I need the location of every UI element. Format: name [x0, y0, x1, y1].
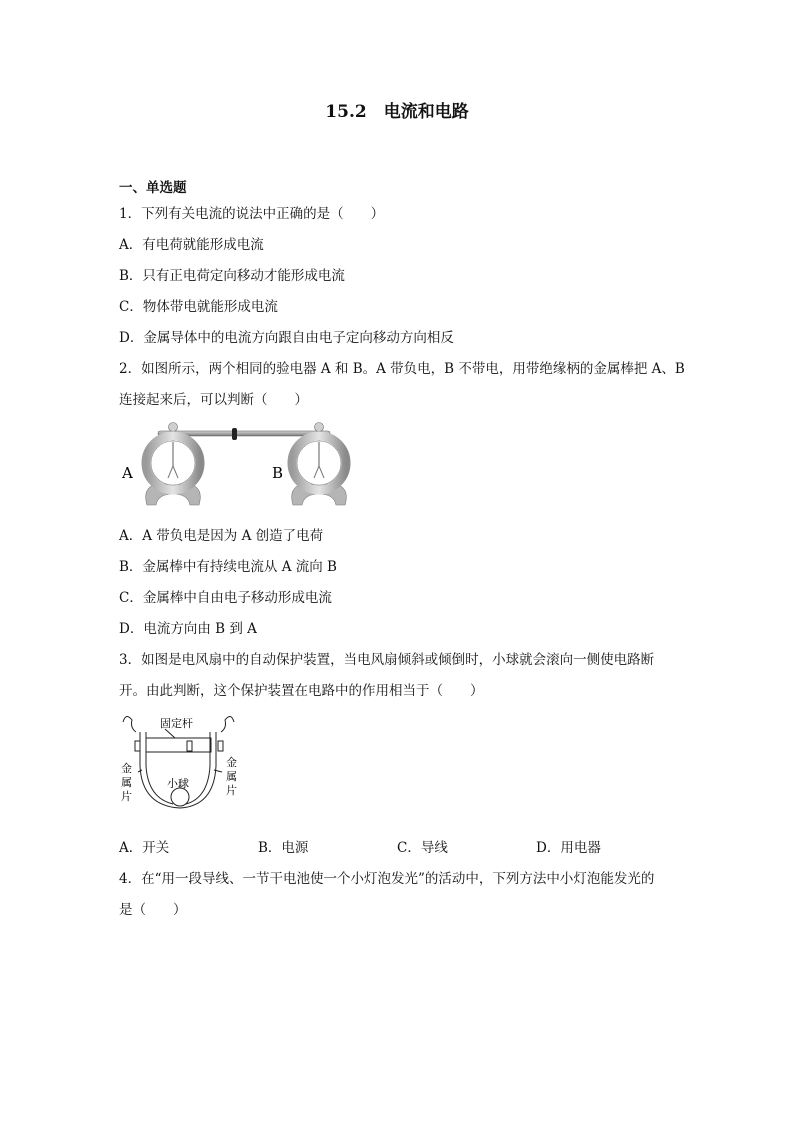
- fixed-rod: [146, 738, 211, 752]
- protection-device-figure: [118, 710, 248, 822]
- q2-stem-line2: 连接起来后，可以判断（ ）: [119, 392, 308, 408]
- page-title: 15.2 电流和电路: [325, 102, 469, 122]
- ball-label: 小球: [167, 777, 189, 790]
- right-strip-label-3: 片: [226, 784, 237, 797]
- label-a: A: [122, 464, 133, 482]
- metal-strip-inner: [146, 732, 173, 804]
- q1-option-d: D．金属导体中的电流方向跟自由电子定向移动方向相反: [119, 330, 454, 346]
- left-strip-label-2: 属: [121, 776, 132, 789]
- right-wire: [221, 716, 234, 732]
- q1-stem: 1．下列有关电流的说法中正确的是（ ）: [119, 206, 385, 222]
- q3-option-a: A．开关: [119, 840, 170, 856]
- ball: [171, 788, 189, 806]
- q2-option-b: B．金属棒中有持续电流从 A 流向 B: [119, 559, 337, 575]
- left-strip-label-1: 金: [121, 762, 132, 775]
- insulated-handle: [232, 428, 237, 440]
- q2-stem-line1: 2．如图所示，两个相同的验电器 A 和 B。A 带负电，B 不带电，用带绝缘柄的金属棒把 A、B: [119, 361, 685, 377]
- rod-label: 固定杆: [160, 717, 193, 730]
- q4-stem-line1: 4．在“用一段导线、一节干电池使一个小灯泡发光”的活动中，下列方法中小灯泡能发光的: [119, 871, 655, 887]
- q2-option-d: D．电流方向由 B 到 A: [119, 621, 257, 637]
- q1-option-b: B．只有正电荷定向移动才能形成电流: [119, 268, 345, 284]
- q3-option-d: D．用电器: [536, 840, 601, 856]
- label-b: B: [272, 464, 284, 482]
- q2-option-a: A．A 带负电是因为 A 创造了电荷: [119, 528, 324, 544]
- q4-stem-line2: 是（ ）: [119, 902, 187, 918]
- left-wire: [123, 716, 136, 732]
- left-strip-label-3: 片: [121, 790, 132, 803]
- q3-option-b: B．电源: [258, 840, 309, 856]
- q1-option-a: A．有电荷就能形成电流: [119, 237, 264, 253]
- q3-options: [119, 839, 679, 857]
- metal-strip-outer: [140, 732, 216, 808]
- q3-stem-line2: 开。由此判断，这个保护装置在电路中的作用相当于（ ）: [119, 683, 484, 699]
- section-heading: 一、单选题: [119, 180, 187, 196]
- right-strip-label-2: 属: [226, 770, 237, 783]
- electroscope-figure: [118, 420, 368, 515]
- q2-option-c: C．金属棒中自由电子移动形成电流: [119, 590, 332, 606]
- q3-option-c: C．导线: [397, 840, 448, 856]
- q1-option-c: C．物体带电就能形成电流: [119, 299, 278, 315]
- q3-stem-line1: 3．如图是电风扇中的自动保护装置，当电风扇倾斜或倾倒时，小球就会滚向一侧使电路断: [119, 652, 655, 668]
- right-strip-label-1: 金: [226, 756, 237, 769]
